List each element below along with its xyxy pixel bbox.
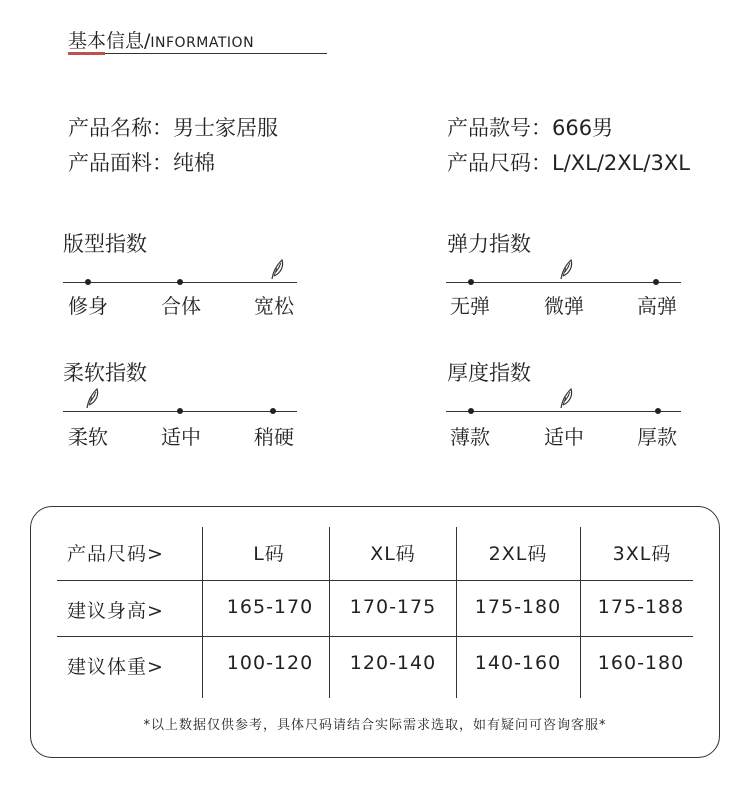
soft-dot-2 — [177, 408, 183, 414]
elastic-dot-3 — [653, 279, 659, 285]
thick-scale-line — [446, 411, 681, 412]
thick-label-2: 适中 — [544, 425, 584, 449]
feather-icon — [269, 258, 285, 280]
table-footnote: *以上数据仅供参考，具体尺码请结合实际需求选取，如有疑问可咨询客服* — [143, 718, 607, 733]
soft-label-3: 稍硬 — [254, 425, 294, 449]
soft-label-1: 柔软 — [68, 425, 108, 449]
thick-scale-title: 厚度指数 — [447, 361, 531, 385]
product-size-value: L/XL/2XL/3XL — [552, 151, 690, 175]
table-header-cell: XL码 — [370, 543, 416, 565]
title-accent-bar — [68, 52, 105, 55]
fit-dot-2 — [177, 279, 183, 285]
fit-label-1: 修身 — [68, 294, 108, 318]
elastic-dot-1 — [468, 279, 474, 285]
table-cell: 170-175 — [349, 596, 437, 618]
product-name — [68, 112, 278, 142]
table-cell: 160-180 — [597, 652, 685, 674]
feather-icon — [84, 387, 100, 409]
soft-scale-title: 柔软指数 — [63, 361, 147, 385]
elastic-scale-line — [446, 282, 681, 283]
product-name-label: 产品名称： — [68, 116, 173, 140]
table-divider-v3 — [456, 527, 457, 698]
fit-label-3: 宽松 — [254, 294, 294, 318]
table-header-label: 产品尺码> — [67, 543, 164, 565]
table-divider-h2 — [57, 636, 693, 637]
table-cell: 120-140 — [349, 652, 437, 674]
section-title — [68, 26, 254, 53]
elastic-scale-title: 弹力指数 — [447, 232, 531, 256]
table-header-cell: 2XL码 — [488, 543, 548, 565]
table-row-label: 建议身高> — [67, 600, 164, 622]
table-cell: 175-188 — [597, 596, 685, 618]
product-model-value: 666男 — [552, 116, 614, 140]
section-title-en: INFORMATION — [150, 35, 255, 51]
fit-label-2: 合体 — [161, 294, 201, 318]
table-cell: 100-120 — [226, 652, 314, 674]
fit-scale-title: 版型指数 — [63, 232, 147, 256]
table-header-cell: L码 — [253, 543, 285, 565]
product-size-label: 产品尺码： — [447, 151, 552, 175]
feather-icon — [558, 258, 574, 280]
elastic-label-3: 高弹 — [637, 294, 677, 318]
title-underline — [68, 53, 327, 54]
product-model-label: 产品款号： — [447, 116, 552, 140]
thick-dot-1 — [468, 408, 474, 414]
product-size — [447, 147, 690, 177]
table-divider-v1 — [202, 527, 203, 698]
elastic-label-2: 微弹 — [544, 294, 584, 318]
table-divider-v4 — [580, 527, 581, 698]
product-model — [447, 112, 613, 142]
feather-icon — [558, 387, 574, 409]
product-fabric-label: 产品面料： — [68, 151, 173, 175]
table-cell: 140-160 — [474, 652, 562, 674]
table-divider-v2 — [329, 527, 330, 698]
table-cell: 165-170 — [226, 596, 314, 618]
thick-label-1: 薄款 — [450, 425, 490, 449]
soft-dot-3 — [270, 408, 276, 414]
product-name-value: 男士家居服 — [173, 116, 278, 140]
thick-dot-3 — [655, 408, 661, 414]
elastic-label-1: 无弹 — [450, 294, 490, 318]
table-divider-h1 — [57, 580, 693, 581]
product-fabric-value: 纯棉 — [173, 151, 215, 175]
fit-dot-1 — [85, 279, 91, 285]
table-row-label: 建议体重> — [67, 656, 164, 678]
table-header-cell: 3XL码 — [612, 543, 672, 565]
table-cell: 175-180 — [474, 596, 562, 618]
section-title-cn: 基本信息/ — [68, 30, 151, 52]
product-fabric — [68, 147, 215, 177]
thick-label-3: 厚款 — [637, 425, 677, 449]
soft-label-2: 适中 — [161, 425, 201, 449]
